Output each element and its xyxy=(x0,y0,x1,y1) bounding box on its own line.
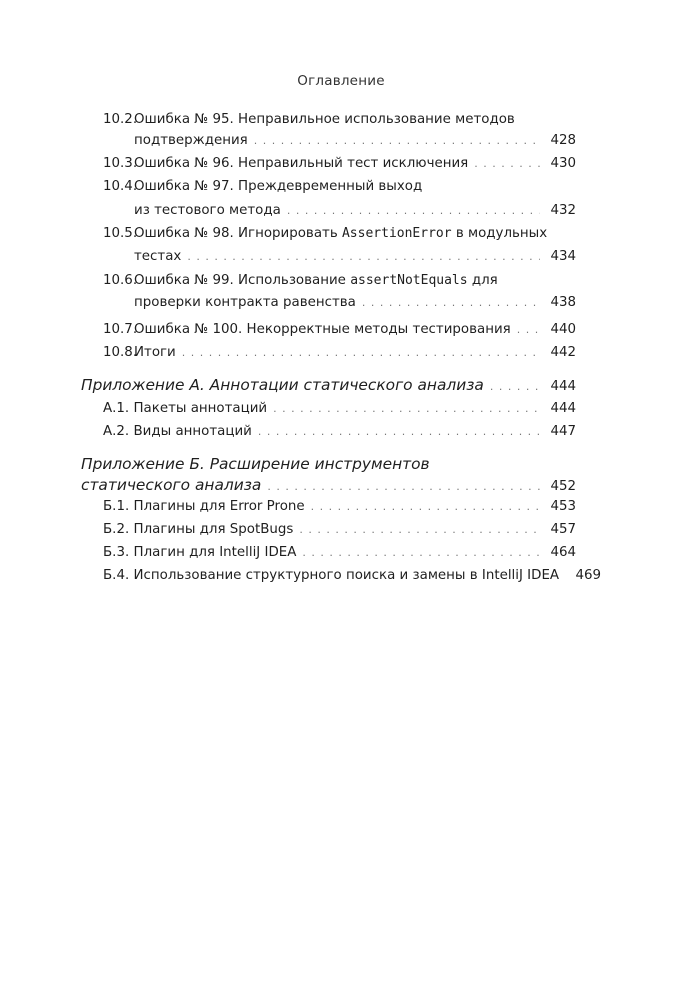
toc-entry-number: 10.7. xyxy=(103,322,138,337)
toc-entry-number: 10.3. xyxy=(103,156,138,171)
toc-page-number: 447 xyxy=(550,424,576,439)
toc-entry-number: Б.3. xyxy=(103,545,130,560)
toc-entry-number: Б.2. xyxy=(103,522,130,537)
toc-entry-title-cont: проверки контракта равенства xyxy=(134,295,356,310)
leader-dots xyxy=(362,293,540,313)
running-header: Оглавление xyxy=(297,73,385,89)
leader-dots xyxy=(267,476,540,498)
leader-dots xyxy=(273,399,540,419)
toc-entry-leader-row[interactable] xyxy=(103,566,602,586)
toc-entry-title: Виды аннотаций xyxy=(133,424,252,439)
toc-entry-title[interactable]: Ошибка № 97. Преждевременный выход xyxy=(134,179,423,194)
toc-entry-title[interactable]: Ошибка № 95. Неправильное использование методов xyxy=(134,112,515,127)
code-identifier: assertNotEquals xyxy=(350,273,468,288)
toc-page-number: 440 xyxy=(550,322,576,337)
toc-entry-number: 10.2. xyxy=(103,112,138,127)
toc-entry-title[interactable] xyxy=(134,271,498,291)
toc-page-number: 453 xyxy=(550,499,576,514)
toc-title-part: Ошибка № 99. Использование xyxy=(134,273,351,288)
toc-page-number: 464 xyxy=(550,545,576,560)
toc-entry-title: Плагины для SpotBugs xyxy=(133,522,294,537)
toc-page-number: 444 xyxy=(550,379,576,394)
toc-entry-leader-row[interactable] xyxy=(134,320,576,340)
toc-entry-title-cont: из тестового метода xyxy=(134,203,281,218)
toc-entry-title: Использование структурного поиска и замены в IntelliJ IDEA xyxy=(133,568,560,583)
appendix-a-title: Приложение А. Аннотации статического анализа xyxy=(81,376,484,394)
leader-dots xyxy=(182,343,540,363)
toc-entry-leader-row[interactable] xyxy=(134,131,576,151)
toc-page-number: 434 xyxy=(550,249,576,264)
toc-entry-title: Ошибка № 96. Неправильный тест исключения xyxy=(134,156,469,171)
toc-entry-title: Ошибка № 100. Некорректные методы тестирования xyxy=(134,322,511,337)
appendix-a-heading-row[interactable] xyxy=(81,374,576,396)
toc-entry-leader-row[interactable] xyxy=(103,497,576,517)
toc-entry-number: 10.6. xyxy=(103,273,138,288)
toc-entry-leader-row[interactable] xyxy=(134,247,576,267)
toc-entry-number: Б.4. xyxy=(103,568,130,583)
toc-entry-number: А.1. xyxy=(103,401,130,416)
leader-dots xyxy=(254,131,540,151)
leader-dots xyxy=(311,497,540,517)
code-identifier: AssertionError xyxy=(341,226,452,241)
leader-dots xyxy=(258,422,540,442)
toc-entry-title: Пакеты аннотаций xyxy=(133,401,268,416)
appendix-b-heading-row[interactable] xyxy=(81,474,576,496)
toc-entry-title-cont: подтверждения xyxy=(134,133,248,148)
toc-page-number: 438 xyxy=(550,295,576,310)
appendix-b-title[interactable]: Приложение Б. Расширение инструментов xyxy=(81,455,430,473)
toc-title-part: Ошибка № 98. Игнорировать xyxy=(134,226,342,241)
toc-page-number: 442 xyxy=(550,345,576,360)
toc-entry-number: Б.1. xyxy=(103,499,130,514)
leader-dots xyxy=(517,320,540,340)
toc-page-number: 457 xyxy=(550,522,576,537)
leader-dots xyxy=(490,376,540,398)
toc-entry-title: Итоги xyxy=(134,345,176,360)
toc-title-part: для xyxy=(467,273,498,288)
toc-title-part: в модульных xyxy=(451,226,548,241)
toc-entry-leader-row[interactable] xyxy=(103,520,576,540)
toc-page-number: 469 xyxy=(575,568,602,583)
toc-entry-number: 10.4. xyxy=(103,179,138,194)
toc-page-number: 428 xyxy=(550,133,576,148)
appendix-b-title-cont: статического анализа xyxy=(81,476,262,494)
toc-entry-leader-row[interactable] xyxy=(134,343,576,363)
toc-page-number: 444 xyxy=(550,401,576,416)
toc-entry-number: 10.5. xyxy=(103,226,138,241)
toc-entry-leader-row[interactable] xyxy=(103,399,576,419)
toc-entry-leader-row[interactable] xyxy=(103,422,576,442)
toc-entry-leader-row[interactable] xyxy=(134,201,576,221)
leader-dots xyxy=(187,247,540,267)
leader-dots xyxy=(302,543,540,563)
toc-page-number: 452 xyxy=(550,479,576,494)
toc-page-number: 432 xyxy=(550,203,576,218)
leader-dots xyxy=(299,520,540,540)
toc-page-number: 430 xyxy=(550,156,576,171)
toc-entry-leader-row[interactable] xyxy=(134,154,576,174)
toc-entry-title-cont: тестах xyxy=(134,249,182,264)
toc-entry-title: Плагин для IntelliJ IDEA xyxy=(133,545,297,560)
toc-entry-title[interactable] xyxy=(134,224,547,244)
toc-entry-title: Плагины для Error Prone xyxy=(133,499,305,514)
toc-entry-number: 10.8. xyxy=(103,345,138,360)
leader-dots xyxy=(474,154,540,174)
toc-entry-leader-row[interactable] xyxy=(103,543,576,563)
toc-entry-number: А.2. xyxy=(103,424,130,439)
leader-dots xyxy=(287,201,540,221)
toc-entry-leader-row[interactable] xyxy=(134,293,576,313)
